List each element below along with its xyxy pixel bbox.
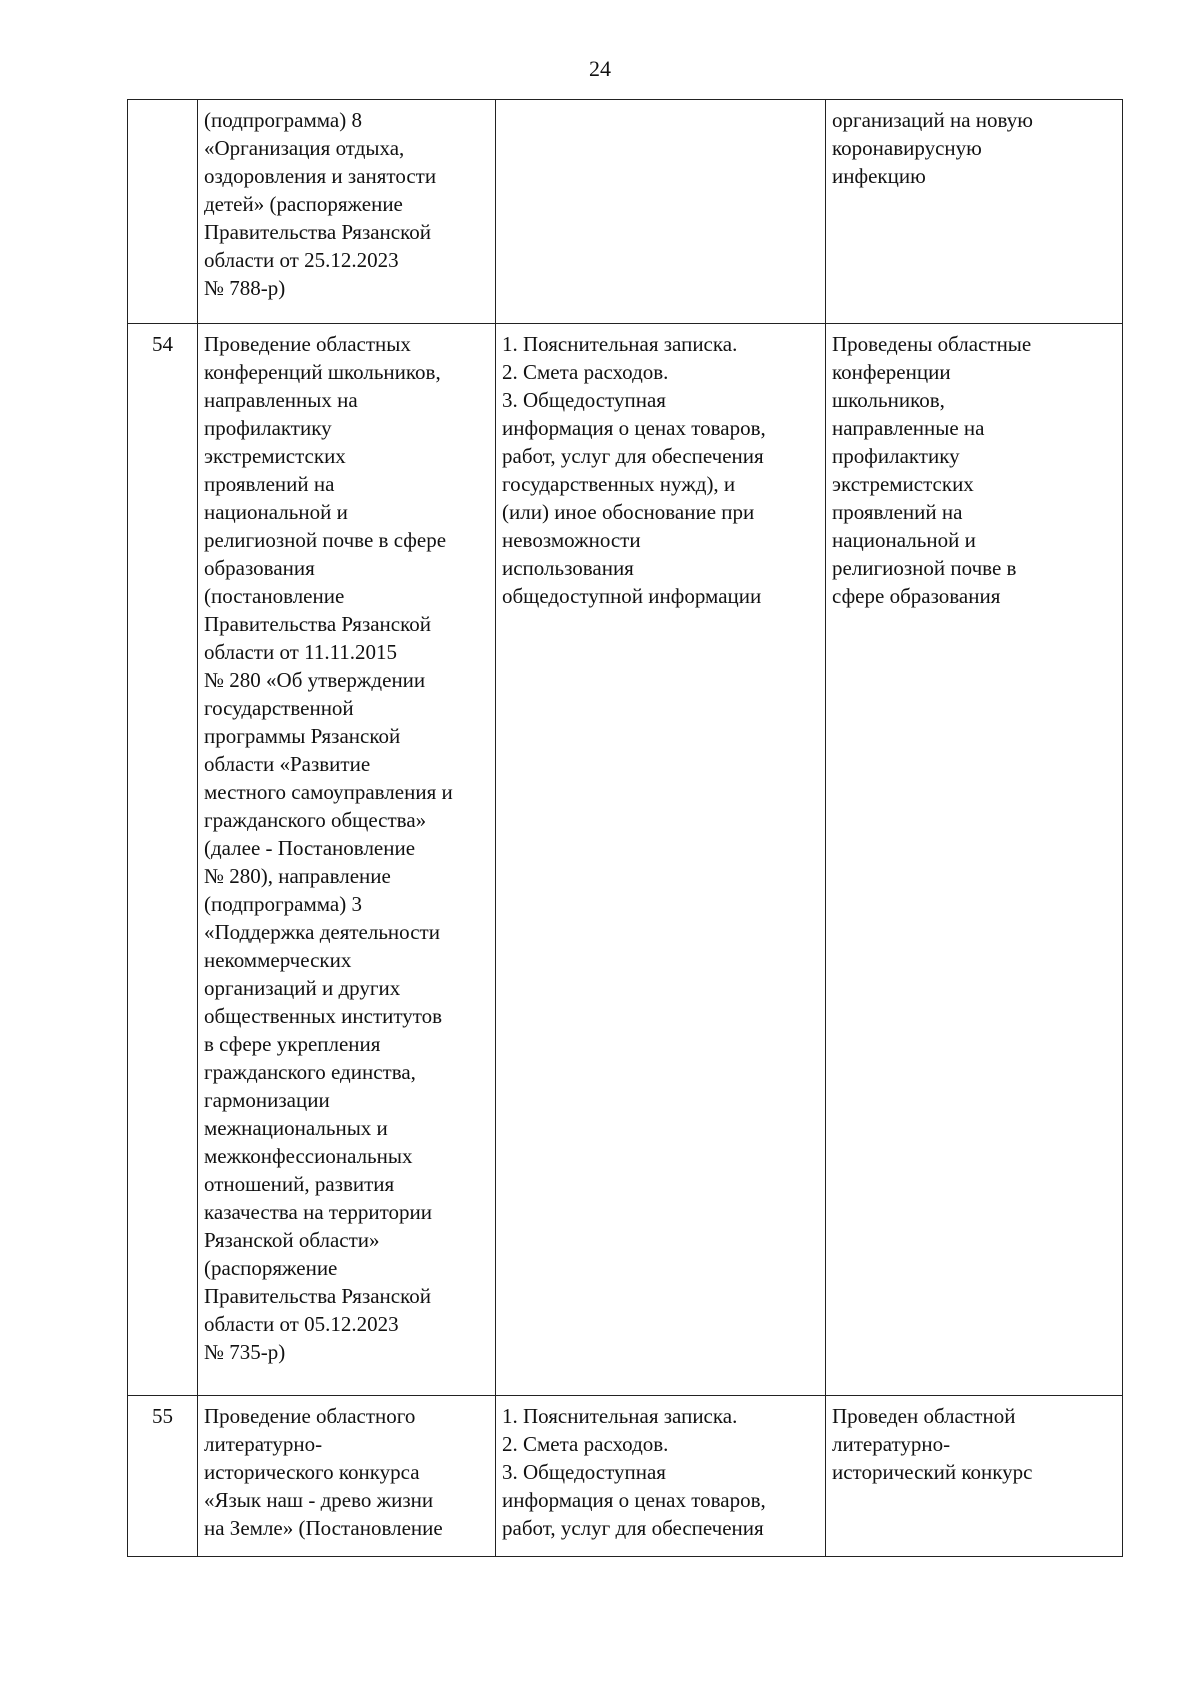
measure-name-line: области от 25.12.2023 bbox=[204, 248, 399, 272]
measures-table bbox=[127, 99, 1123, 1557]
measure-name-line: в сфере укрепления bbox=[204, 1032, 381, 1056]
result-line: экстремистских bbox=[832, 472, 974, 496]
result-line: проявлений на bbox=[832, 500, 963, 524]
measure-name-line: № 735-р) bbox=[204, 1340, 286, 1364]
measure-name-cell bbox=[198, 100, 496, 324]
result-line: коронавирусную bbox=[832, 136, 982, 160]
measure-name-line: оздоровления и занятости bbox=[204, 164, 437, 188]
measure-name-line: (распоряжение bbox=[204, 1256, 338, 1280]
measure-name-line: организаций и других bbox=[204, 976, 401, 1000]
documents-line: (или) иное обоснование при bbox=[502, 500, 755, 524]
documents-line: 3. Общедоступная bbox=[502, 1460, 666, 1484]
result-cell bbox=[826, 100, 1123, 324]
measure-name-line: направленных на bbox=[204, 388, 358, 412]
measure-name-line: детей» (распоряжение bbox=[204, 192, 403, 216]
measure-name-line: казачества на территории bbox=[204, 1200, 433, 1224]
measure-name-line: литературно- bbox=[204, 1432, 323, 1456]
measure-name-line: Проведение областных bbox=[204, 332, 411, 356]
measure-name-line: экстремистских bbox=[204, 444, 346, 468]
measure-name-cell bbox=[198, 324, 496, 1396]
row-number: 55 bbox=[152, 1404, 173, 1428]
documents-line: работ, услуг для обеспечения bbox=[502, 444, 764, 468]
measure-name-line: гармонизации bbox=[204, 1088, 330, 1112]
measure-name-line: Проведение областного bbox=[204, 1404, 416, 1428]
documents-cell bbox=[496, 100, 826, 324]
measure-name-line: № 280), направление bbox=[204, 864, 391, 888]
documents-line: информация о ценах товаров, bbox=[502, 1488, 766, 1512]
measure-name-line: государственной bbox=[204, 696, 354, 720]
documents-line: 2. Смета расходов. bbox=[502, 1432, 669, 1456]
table-row bbox=[128, 100, 1123, 324]
measure-name-line: № 280 «Об утверждении bbox=[204, 668, 426, 692]
documents-line: государственных нужд), и bbox=[502, 472, 736, 496]
measure-name-line: «Поддержка деятельности bbox=[204, 920, 440, 944]
measure-name-line: гражданского общества» bbox=[204, 808, 427, 832]
table-body bbox=[128, 100, 1123, 1557]
result-line: направленные на bbox=[832, 416, 985, 440]
row-number-cell bbox=[128, 324, 198, 1396]
measure-name-line: общественных институтов bbox=[204, 1004, 443, 1028]
measure-name-line: (подпрограмма) 3 bbox=[204, 892, 362, 916]
measure-name-line: (постановление bbox=[204, 584, 345, 608]
measure-name-cell bbox=[198, 1396, 496, 1557]
measure-name-line: гражданского единства, bbox=[204, 1060, 416, 1084]
result-line: Проведен областной bbox=[832, 1404, 1016, 1428]
result-line: организаций на новую bbox=[832, 108, 1033, 132]
measure-name-line: Правительства Рязанской bbox=[204, 1284, 431, 1308]
measure-name-line: профилактику bbox=[204, 416, 332, 440]
measure-name-line: отношений, развития bbox=[204, 1172, 395, 1196]
page-number: 24 bbox=[589, 56, 611, 81]
documents-line: 3. Общедоступная bbox=[502, 388, 666, 412]
measure-name-line: Правительства Рязанской bbox=[204, 220, 431, 244]
measure-name-line: области от 05.12.2023 bbox=[204, 1312, 399, 1336]
documents-line: использования bbox=[502, 556, 634, 580]
measure-name-line: исторического конкурса bbox=[204, 1460, 420, 1484]
measure-name-line: межнациональных и bbox=[204, 1116, 388, 1140]
result-line: национальной и bbox=[832, 528, 976, 552]
measure-name-line: некоммерческих bbox=[204, 948, 352, 972]
measure-name-line: религиозной почве в сфере bbox=[204, 528, 447, 552]
documents-line: невозможности bbox=[502, 528, 641, 552]
measure-name-line: конференций школьников, bbox=[204, 360, 441, 384]
row-number: 54 bbox=[152, 332, 173, 356]
measure-name-line: программы Рязанской bbox=[204, 724, 401, 748]
result-line: инфекцию bbox=[832, 164, 926, 188]
measure-name-line: на Земле» (Постановление bbox=[204, 1516, 443, 1540]
documents-line: 2. Смета расходов. bbox=[502, 360, 669, 384]
measure-name-line: области от 11.11.2015 bbox=[204, 640, 398, 664]
row-number-cell bbox=[128, 1396, 198, 1557]
measure-name-line: образования bbox=[204, 556, 315, 580]
documents-cell bbox=[496, 324, 826, 1396]
documents-line: 1. Пояснительная записка. bbox=[502, 332, 738, 356]
documents-line: работ, услуг для обеспечения bbox=[502, 1516, 764, 1540]
measure-name-line: Рязанской области» bbox=[204, 1228, 380, 1252]
documents-cell bbox=[496, 1396, 826, 1557]
measure-name-line: (подпрограмма) 8 bbox=[204, 108, 362, 132]
result-cell bbox=[826, 1396, 1123, 1557]
documents-line: 1. Пояснительная записка. bbox=[502, 1404, 738, 1428]
result-line: сфере образования bbox=[832, 584, 1001, 608]
table-row bbox=[128, 324, 1123, 1396]
measure-name-line: национальной и bbox=[204, 500, 348, 524]
table-row bbox=[128, 1396, 1123, 1557]
measure-name-line: (далее - Постановление bbox=[204, 836, 416, 860]
measure-name-line: «Язык наш - древо жизни bbox=[204, 1488, 434, 1512]
measure-name-line: «Организация отдыха, bbox=[204, 136, 405, 160]
documents-line: общедоступной информации bbox=[502, 584, 762, 608]
result-line: профилактику bbox=[832, 444, 960, 468]
result-line: школьников, bbox=[832, 388, 945, 412]
row-number-cell bbox=[128, 100, 198, 324]
measure-name-line: Правительства Рязанской bbox=[204, 612, 431, 636]
result-line: конференции bbox=[832, 360, 951, 384]
result-line: Проведены областные bbox=[832, 332, 1032, 356]
measure-name-line: области «Развитие bbox=[204, 752, 371, 776]
measure-name-line: местного самоуправления и bbox=[204, 780, 453, 804]
documents-line: информация о ценах товаров, bbox=[502, 416, 766, 440]
measure-name-line: межконфессиональных bbox=[204, 1144, 413, 1168]
measure-name-line: № 788-р) bbox=[204, 276, 286, 300]
measure-name-line: проявлений на bbox=[204, 472, 335, 496]
result-cell bbox=[826, 324, 1123, 1396]
result-line: религиозной почве в bbox=[832, 556, 1017, 580]
result-line: исторический конкурс bbox=[832, 1460, 1033, 1484]
result-line: литературно- bbox=[832, 1432, 951, 1456]
